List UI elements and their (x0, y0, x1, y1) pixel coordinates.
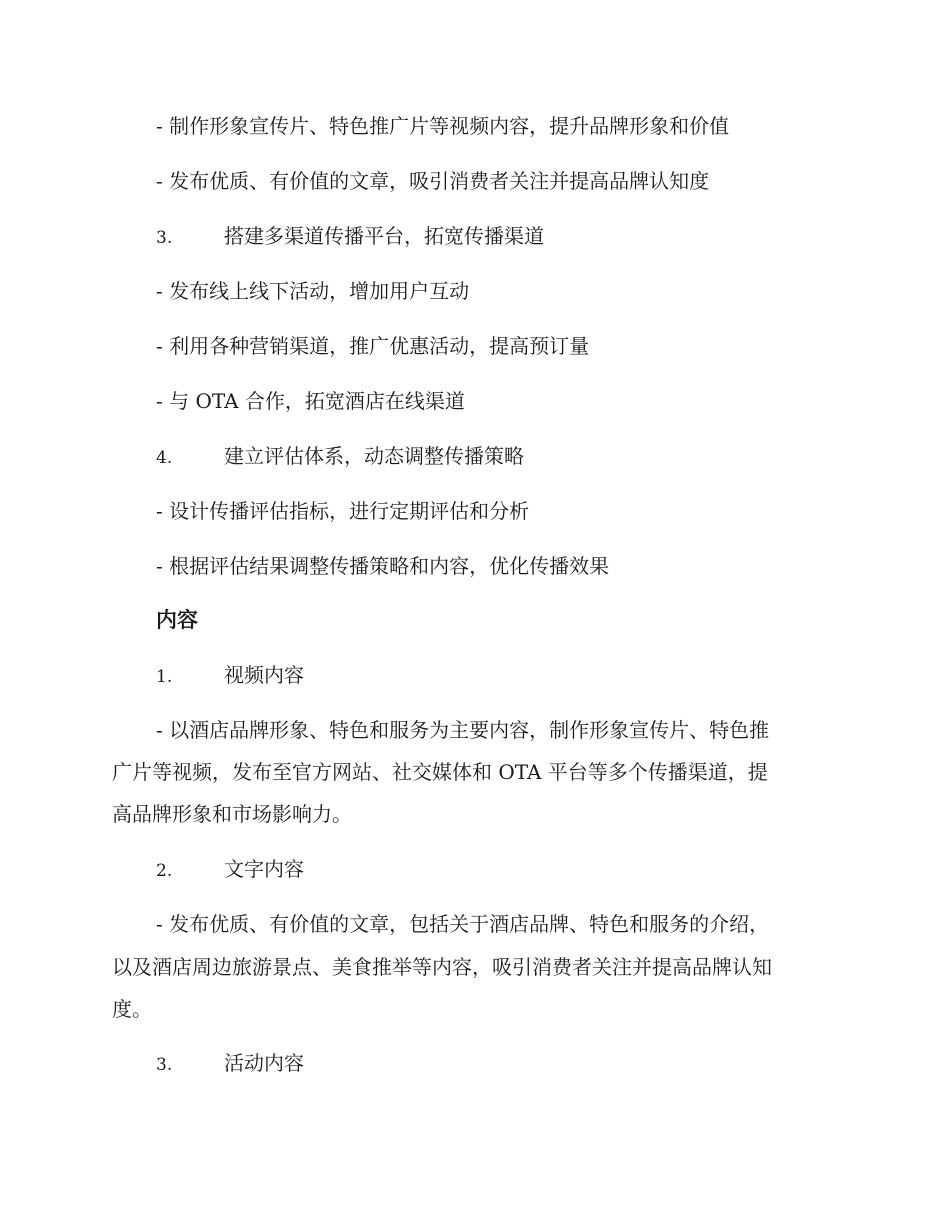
item-text: 视频内容 (224, 663, 304, 687)
item-text: 建立评估体系，动态调整传播策略 (224, 444, 524, 468)
bullet-line: - 发布线上线下活动，增加用户互动 (156, 279, 470, 303)
paragraph-line: 广片等视频，发布至官方网站、社交媒体和 OTA 平台等多个传播渠道，提 (112, 760, 768, 784)
item-number: 2. (156, 861, 173, 881)
bullet-line: - 利用各种营销渠道，推广优惠活动，提高预订量 (156, 334, 590, 358)
item-number: 3. (156, 1055, 173, 1075)
item-text: 活动内容 (224, 1051, 304, 1075)
numbered-item (156, 1049, 304, 1079)
bullet-line: - 设计传播评估指标，进行定期评估和分析 (156, 499, 530, 523)
bullet-line: - 制作形象宣传片、特色推广片等视频内容，提升品牌形象和价值 (156, 114, 730, 138)
section-heading: 内容 (156, 607, 198, 632)
numbered-item (156, 661, 304, 691)
bullet-line: - 与 OTA 合作，拓宽酒店在线渠道 (156, 389, 465, 413)
paragraph-line: 度。 (112, 997, 152, 1021)
numbered-item (156, 855, 304, 885)
item-number: 4. (156, 448, 173, 468)
paragraph-line: - 以酒店品牌形象、特色和服务为主要内容，制作形象宣传片、特色推 (156, 718, 770, 742)
item-number: 1. (156, 667, 173, 687)
bullet-line: - 发布优质、有价值的文章，吸引消费者关注并提高品牌认知度 (156, 169, 710, 193)
item-text: 文字内容 (224, 857, 304, 881)
numbered-item (156, 222, 544, 252)
paragraph-line: 以及酒店周边旅游景点、美食推举等内容，吸引消费者关注并提高品牌认知 (112, 955, 772, 979)
bullet-line: - 根据评估结果调整传播策略和内容，优化传播效果 (156, 554, 610, 578)
item-number: 3. (156, 228, 173, 248)
numbered-item (156, 442, 524, 472)
item-text: 搭建多渠道传播平台，拓宽传播渠道 (224, 224, 544, 248)
paragraph-line: - 发布优质、有价值的文章，包括关于酒店品牌、特色和服务的介绍， (156, 912, 770, 936)
paragraph-line: 高品牌形象和市场影响力。 (112, 802, 352, 826)
